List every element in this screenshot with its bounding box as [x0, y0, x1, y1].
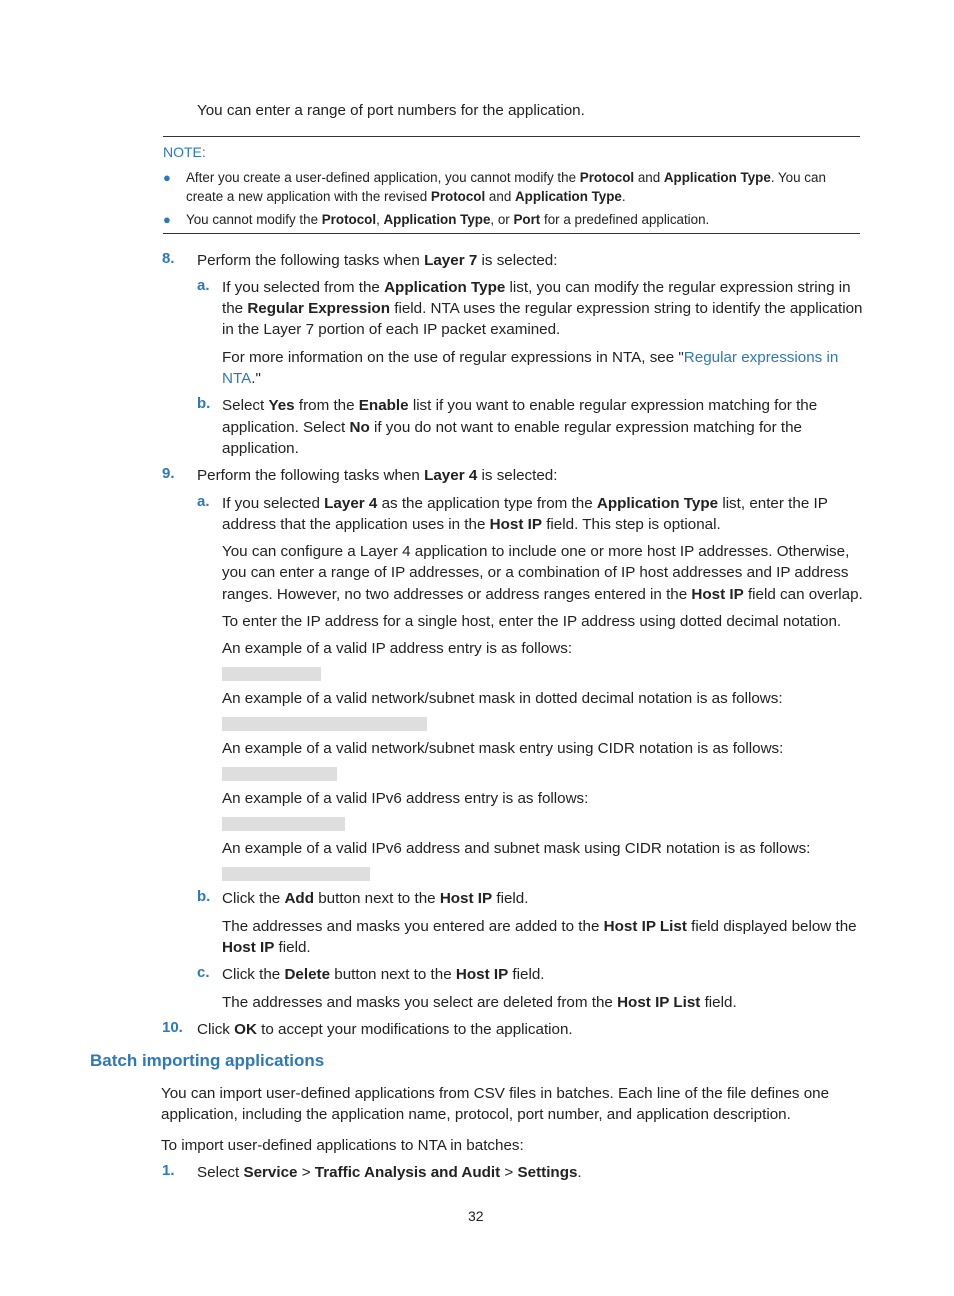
- example-cidr-code-block: [222, 767, 337, 781]
- bullet-icon: ●: [163, 212, 171, 227]
- step-8-number: 8.: [162, 250, 175, 267]
- step-9b-label: b.: [197, 888, 211, 905]
- step-10-number: 10.: [162, 1019, 183, 1036]
- step-9a-label: a.: [197, 493, 210, 510]
- step-8a-line-3: in the Layer 7 portion of each IP packet examined.: [222, 321, 561, 338]
- note-bullet-1-line-1: After you create a user-defined application, you cannot modify the Protocol and Application Type. You can: [186, 170, 826, 185]
- step-10-text: Click OK to accept your modifications to the application.: [197, 1021, 573, 1038]
- step-9c-result: The addresses and masks you select are deleted from the Host IP List field.: [222, 994, 737, 1011]
- note-label: NOTE:: [163, 144, 206, 160]
- note-bullet-1-line-2: create a new application with the revised Protocol and Application Type.: [186, 189, 626, 204]
- step-8a-line-2: the Regular Expression field. NTA uses the regular expression string to identify the application: [222, 300, 863, 317]
- example-ipv6-code-block: [222, 817, 345, 831]
- example-ipv6-cidr-code-block: [222, 867, 370, 881]
- step-8a-more-info-line-2: NTA.": [222, 370, 261, 387]
- step-9a-config-line-3: ranges. However, no two addresses or address ranges entered in the Host IP field can overlap.: [222, 586, 863, 603]
- step-9a-line-1: If you selected Layer 4 as the application type from the Application Type list, enter the IP: [222, 495, 828, 512]
- step-9c-line-1: Click the Delete button next to the Host IP field.: [222, 966, 545, 983]
- section-intro: To import user-defined applications to NTA in batches:: [161, 1137, 524, 1154]
- example-ipv6-label: An example of a valid IPv6 address entry is as follows:: [222, 790, 589, 807]
- regex-link-continued[interactable]: NTA: [222, 370, 252, 387]
- step-8b-line-1: Select Yes from the Enable list if you want to enable regular expression matching for the: [222, 397, 818, 414]
- step-8a-more-info-line-1: For more information on the use of regular expressions in NTA, see "Regular expressions in: [222, 349, 839, 366]
- regex-link[interactable]: Regular expressions in: [683, 349, 839, 366]
- example-subnet-label: An example of a valid network/subnet mask in dotted decimal notation is as follows:: [222, 690, 783, 707]
- bullet-icon: ●: [163, 170, 171, 185]
- step-8b-line-3: application.: [222, 440, 299, 457]
- example-subnet-code-block: [222, 717, 427, 731]
- note-bullet-2: You cannot modify the Protocol, Application Type, or Port for a predefined application.: [186, 212, 710, 227]
- step-9b-result-line-2: Host IP field.: [222, 939, 311, 956]
- example-ipv6-cidr-label: An example of a valid IPv6 address and subnet mask using CIDR notation is as follows:: [222, 840, 811, 857]
- section-step-1-text: Select Service > Traffic Analysis and Audit > Settings.: [197, 1164, 582, 1181]
- example-ip-code-block: [222, 667, 321, 681]
- step-8b-line-2: application. Select No if you do not want to enable regular expression matching for the: [222, 419, 803, 436]
- example-ip-label: An example of a valid IP address entry is as follows:: [222, 640, 573, 657]
- note-top-rule: [163, 136, 860, 137]
- step-9c-label: c.: [197, 964, 210, 981]
- section-para-line-2: application, including the application name, protocol, port number, and application description.: [161, 1106, 791, 1123]
- step-8a-line-1: If you selected from the Application Type list, you can modify the regular expression string in: [222, 279, 851, 296]
- step-8-text: Perform the following tasks when Layer 7 is selected:: [197, 252, 558, 269]
- step-8b-label: b.: [197, 395, 211, 412]
- step-9a-config-line-2: you can enter a range of IP addresses, or a combination of IP host addresses and IP address: [222, 564, 849, 581]
- step-8a-label: a.: [197, 277, 210, 294]
- step-9-text: Perform the following tasks when Layer 4 is selected:: [197, 467, 558, 484]
- step-9a-config-line-1: You can configure a Layer 4 application to include one or more host IP addresses. Otherwise,: [222, 543, 850, 560]
- step-9a-line-2: address that the application uses in the Host IP field. This step is optional.: [222, 516, 721, 533]
- section-step-1-number: 1.: [162, 1162, 175, 1179]
- example-cidr-label: An example of a valid network/subnet mask entry using CIDR notation is as follows:: [222, 740, 784, 757]
- step-9b-result-line-1: The addresses and masks you entered are added to the Host IP List field displayed below the: [222, 918, 857, 935]
- step-9a-dotted-decimal: To enter the IP address for a single host, enter the IP address using dotted decimal notation.: [222, 613, 842, 630]
- step-9b-line-1: Click the Add button next to the Host IP field.: [222, 890, 529, 907]
- section-heading: Batch importing applications: [90, 1051, 325, 1070]
- note-bottom-rule: [163, 233, 860, 234]
- page-number: 32: [468, 1208, 484, 1224]
- intro-line: You can enter a range of port numbers for the application.: [197, 102, 585, 119]
- section-para-line-1: You can import user-defined applications from CSV files in batches. Each line of the file defines one: [161, 1085, 830, 1102]
- step-9-number: 9.: [162, 465, 175, 482]
